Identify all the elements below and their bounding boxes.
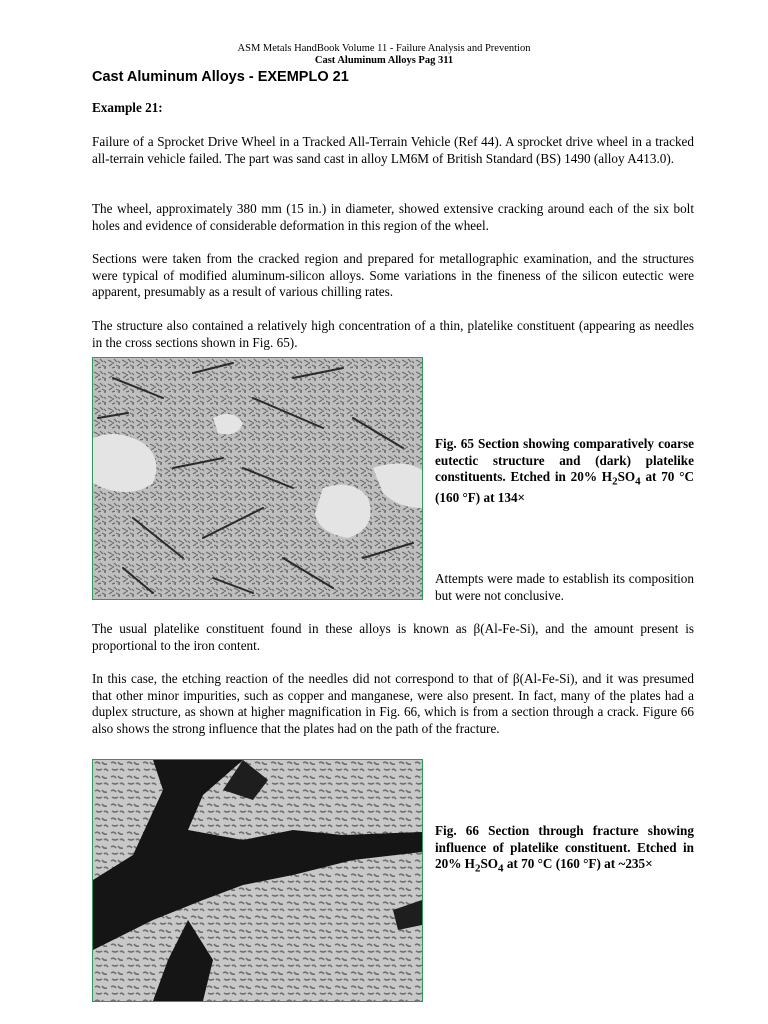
micrograph-66-image [93, 760, 422, 1001]
paragraph-etching-reaction: In this case, the etching reaction of the needles did not correspond to that of β(Al-Fe-Si), and it was presumed that other minor impurities, such as copper and manganese, were also present. In fact, many of the plates had a duplex structure, as shown at higher magnification in Fig. 66, which is from a section through a crack. Figure 66 also shows the strong influence that the plates had on the path of the fracture. [92, 671, 694, 736]
micrograph-65-image [93, 358, 422, 599]
side-note-composition: Attempts were made to establish its composition but were not conclusive. [435, 571, 694, 603]
paragraph-platelike-constituent: The structure also contained a relatively high concentration of a thin, platelike constituent (appearing as needles in the cross sections shown in Fig. 65). [92, 318, 694, 350]
example-heading: Example 21: [92, 100, 163, 115]
paragraph-usual-constituent: The usual platelike constituent found in these alloys is known as β(Al-Fe-Si), and the amount present is proportional to the iron content. [92, 621, 694, 653]
paragraph-failure-description: Failure of a Sprocket Drive Wheel in a Tracked All-Terrain Vehicle (Ref 44). A sprocket drive wheel in a tracked all-terrain vehicle failed. The part was sand cast in alloy LM6M of British Standard (BS) 1490 (alloy A413.0). [92, 134, 694, 166]
figure-66-micrograph [92, 759, 423, 1002]
figure-65-micrograph [92, 357, 423, 600]
figure-65-caption: Fig. 65 Section showing comparatively coarse eutectic structure and (dark) platelike constituents. Etched in 20% $H_2SO_4$ at 70 °C (160 °F) at 134× [435, 436, 694, 506]
figure-66-caption: Fig. 66 Section through fracture showing influence of platelike constituent. Etched in 20% $H_2SO_4$ at 70 °C (160 °F) at ~235× [435, 823, 694, 875]
document-title: Cast Aluminum Alloys - EXEMPLO 21 [92, 69, 349, 85]
paragraph-wheel-cracking: The wheel, approximately 380 mm (15 in.) in diameter, showed extensive cracking around each of the six bolt holes and evidence of considerable deformation in this region of the wheel. [92, 201, 694, 233]
header-source-line: ASM Metals HandBook Volume 11 - Failure Analysis and Prevention [237, 43, 531, 54]
header-page-line: Cast Aluminum Alloys Pag 311 [314, 55, 454, 66]
paragraph-sections: Sections were taken from the cracked region and prepared for metallographic examination, and the structures were typical of modified aluminum-silicon alloys. Some variations in the fineness of the silicon eutectic were apparent, presumably as a result of various chilling rates. [92, 251, 694, 300]
